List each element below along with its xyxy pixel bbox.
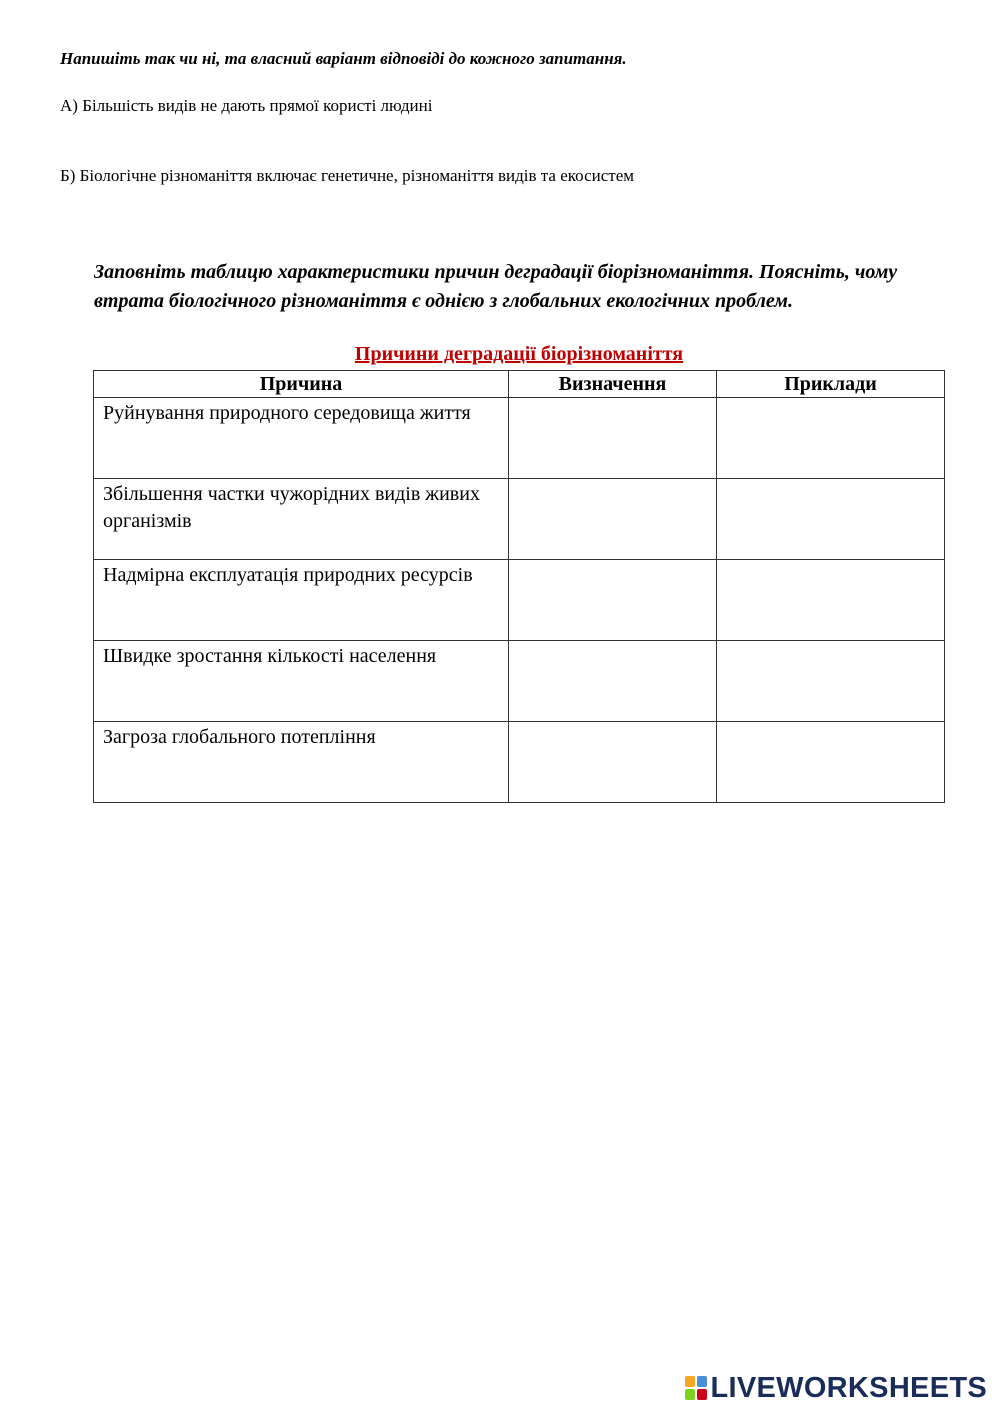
- liveworksheets-logo-icon: [685, 1376, 707, 1400]
- table-header-row: [94, 371, 945, 398]
- header-examples: Приклади: [717, 371, 945, 398]
- table-row: [94, 398, 945, 479]
- instruction-yes-no: Напишіть так чи ні, та власний варіант відповіді до кожного запитання.: [60, 49, 627, 68]
- header-cause: Причина: [94, 371, 509, 398]
- causes-table: [93, 370, 945, 803]
- logo-square: [697, 1376, 707, 1387]
- definition-answer-cell[interactable]: [509, 398, 717, 479]
- cause-cell: Швидке зростання кількості населення: [94, 641, 509, 722]
- definition-answer-cell[interactable]: [509, 479, 717, 560]
- logo-text: LIVEWORKSHEETS: [710, 1371, 987, 1404]
- cause-cell: Збільшення частки чужорідних видів живих організмів: [94, 479, 509, 560]
- cause-cell: Загроза глобального потепління: [94, 722, 509, 803]
- examples-answer-cell[interactable]: [717, 398, 945, 479]
- table-title: Причини деградації біорізноманіття: [354, 343, 684, 365]
- instruction-table-task: Заповніть таблицю характеристики причин деградації біорізноманіття. Поясніть, чому втрата біологічного різноманіття є однією з глобальних екологічних проблем.: [94, 261, 898, 312]
- logo-square: [685, 1376, 695, 1387]
- table-row: [94, 722, 945, 803]
- table-row: [94, 479, 945, 560]
- definition-answer-cell[interactable]: [509, 641, 717, 722]
- examples-answer-cell[interactable]: [717, 641, 945, 722]
- question-b: Б) Біологічне різноманіття включає генетичне, різноманіття видів та екосистем: [60, 166, 635, 185]
- logo-square: [685, 1389, 695, 1400]
- examples-answer-cell[interactable]: [717, 722, 945, 803]
- examples-answer-cell[interactable]: [717, 560, 945, 641]
- cause-cell: Надмірна експлуатація природних ресурсів: [94, 560, 509, 641]
- table-row: [94, 560, 945, 641]
- table-row: [94, 641, 945, 722]
- definition-answer-cell[interactable]: [509, 722, 717, 803]
- definition-answer-cell[interactable]: [509, 560, 717, 641]
- logo-square: [697, 1389, 707, 1400]
- cause-cell: Руйнування природного середовища життя: [94, 398, 509, 479]
- liveworksheets-logo: [685, 1373, 988, 1403]
- header-definition: Визначення: [509, 371, 717, 398]
- examples-answer-cell[interactable]: [717, 479, 945, 560]
- question-a: А) Більшість видів не дають прямої користі людині: [60, 96, 433, 115]
